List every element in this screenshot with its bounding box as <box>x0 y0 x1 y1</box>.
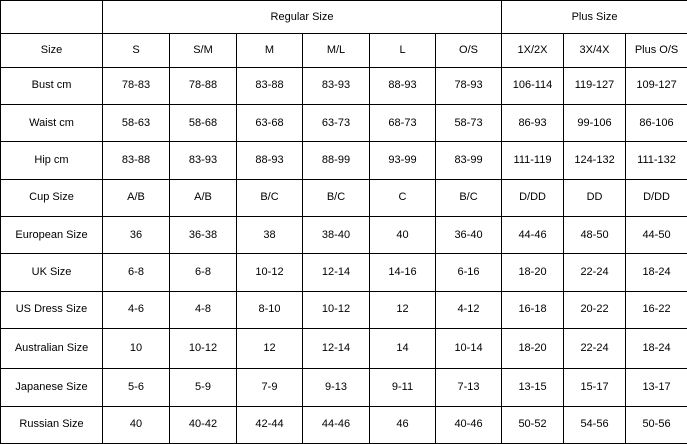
row-label-bust-cm: Bust cm <box>1 67 103 104</box>
table-header-column-row <box>1 34 687 67</box>
row-label-european-size: European Size <box>1 216 103 253</box>
cell-us-1x2x: 16-18 <box>502 291 564 328</box>
table-row <box>1 406 687 443</box>
cell-russian-s: 40 <box>103 406 170 443</box>
cell-hip-l: 93-99 <box>370 142 436 179</box>
cell-cup-sm: A/B <box>170 179 237 216</box>
cell-australian-l: 14 <box>370 328 436 368</box>
row-label-hip-cm: Hip cm <box>1 142 103 179</box>
cell-bust-sm: 78-88 <box>170 67 237 104</box>
cell-australian-3x4x: 22-24 <box>564 328 626 368</box>
cell-european-os: 36-40 <box>436 216 502 253</box>
cell-european-m: 38 <box>237 216 303 253</box>
cell-australian-1x2x: 18-20 <box>502 328 564 368</box>
corner-cell <box>1 1 103 34</box>
cell-bust-s: 78-83 <box>103 67 170 104</box>
cell-russian-1x2x: 50-52 <box>502 406 564 443</box>
cell-european-s: 36 <box>103 216 170 253</box>
cell-us-3x4x: 20-22 <box>564 291 626 328</box>
cell-uk-plus-os: 18-24 <box>626 254 687 291</box>
cell-european-plus-os: 44-50 <box>626 216 687 253</box>
cell-bust-plus-os: 109-127 <box>626 67 687 104</box>
cell-us-os: 4-12 <box>436 291 502 328</box>
cell-waist-s: 58-63 <box>103 104 170 141</box>
cell-japanese-m: 7-9 <box>237 369 303 406</box>
row-label-australian-size: Australian Size <box>1 328 103 368</box>
table-row <box>1 328 687 368</box>
cell-australian-s: 10 <box>103 328 170 368</box>
cell-russian-os: 40-46 <box>436 406 502 443</box>
cell-cup-1x2x: D/DD <box>502 179 564 216</box>
column-header-plus-os: Plus O/S <box>626 34 687 67</box>
cell-us-plus-os: 16-22 <box>626 291 687 328</box>
cell-hip-os: 83-99 <box>436 142 502 179</box>
cell-japanese-3x4x: 15-17 <box>564 369 626 406</box>
cell-waist-l: 68-73 <box>370 104 436 141</box>
cell-waist-ml: 63-73 <box>303 104 370 141</box>
cell-cup-plus-os: D/DD <box>626 179 687 216</box>
cell-russian-sm: 40-42 <box>170 406 237 443</box>
cell-bust-os: 78-93 <box>436 67 502 104</box>
cell-japanese-ml: 9-13 <box>303 369 370 406</box>
row-label-russian-size: Russian Size <box>1 406 103 443</box>
cell-russian-m: 42-44 <box>237 406 303 443</box>
table-row <box>1 216 687 253</box>
cell-hip-1x2x: 111-119 <box>502 142 564 179</box>
cell-hip-3x4x: 124-132 <box>564 142 626 179</box>
group-header-regular-size: Regular Size <box>103 1 502 34</box>
cell-cup-m: B/C <box>237 179 303 216</box>
column-header-l: L <box>370 34 436 67</box>
table-row <box>1 104 687 141</box>
cell-bust-ml: 83-93 <box>303 67 370 104</box>
column-header-os: O/S <box>436 34 502 67</box>
cell-russian-ml: 44-46 <box>303 406 370 443</box>
cell-cup-s: A/B <box>103 179 170 216</box>
row-label-us-dress-size: US Dress Size <box>1 291 103 328</box>
row-label-japanese-size: Japanese Size <box>1 369 103 406</box>
cell-waist-os: 58-73 <box>436 104 502 141</box>
cell-us-m: 8-10 <box>237 291 303 328</box>
cell-japanese-sm: 5-9 <box>170 369 237 406</box>
table-row <box>1 142 687 179</box>
cell-uk-s: 6-8 <box>103 254 170 291</box>
cell-us-ml: 10-12 <box>303 291 370 328</box>
cell-waist-plus-os: 86-106 <box>626 104 687 141</box>
cell-us-s: 4-6 <box>103 291 170 328</box>
cell-bust-3x4x: 119-127 <box>564 67 626 104</box>
cell-japanese-1x2x: 13-15 <box>502 369 564 406</box>
cell-japanese-plus-os: 13-17 <box>626 369 687 406</box>
column-header-1x2x: 1X/2X <box>502 34 564 67</box>
cell-waist-1x2x: 86-93 <box>502 104 564 141</box>
table-header-group-row <box>1 1 687 34</box>
cell-uk-m: 10-12 <box>237 254 303 291</box>
cell-european-l: 40 <box>370 216 436 253</box>
cell-cup-3x4x: DD <box>564 179 626 216</box>
table-row <box>1 254 687 291</box>
cell-waist-m: 63-68 <box>237 104 303 141</box>
cell-hip-m: 88-93 <box>237 142 303 179</box>
cell-russian-l: 46 <box>370 406 436 443</box>
cell-australian-plus-os: 18-24 <box>626 328 687 368</box>
cell-waist-sm: 58-68 <box>170 104 237 141</box>
cell-russian-3x4x: 54-56 <box>564 406 626 443</box>
column-header-sm: S/M <box>170 34 237 67</box>
cell-bust-m: 83-88 <box>237 67 303 104</box>
cell-european-sm: 36-38 <box>170 216 237 253</box>
cell-cup-l: C <box>370 179 436 216</box>
cell-australian-m: 12 <box>237 328 303 368</box>
cell-australian-ml: 12-14 <box>303 328 370 368</box>
column-header-size: Size <box>1 34 103 67</box>
row-label-waist-cm: Waist cm <box>1 104 103 141</box>
cell-australian-sm: 10-12 <box>170 328 237 368</box>
column-header-ml: M/L <box>303 34 370 67</box>
cell-hip-plus-os: 111-132 <box>626 142 687 179</box>
cell-russian-plus-os: 50-56 <box>626 406 687 443</box>
cell-uk-3x4x: 22-24 <box>564 254 626 291</box>
cell-uk-os: 6-16 <box>436 254 502 291</box>
cell-japanese-os: 7-13 <box>436 369 502 406</box>
cell-european-ml: 38-40 <box>303 216 370 253</box>
cell-waist-3x4x: 99-106 <box>564 104 626 141</box>
cell-hip-s: 83-88 <box>103 142 170 179</box>
row-label-uk-size: UK Size <box>1 254 103 291</box>
group-header-plus-size: Plus Size <box>502 1 687 34</box>
cell-bust-1x2x: 106-114 <box>502 67 564 104</box>
column-header-m: M <box>237 34 303 67</box>
cell-uk-sm: 6-8 <box>170 254 237 291</box>
cell-cup-os: B/C <box>436 179 502 216</box>
cell-japanese-s: 5-6 <box>103 369 170 406</box>
cell-cup-ml: B/C <box>303 179 370 216</box>
table-row <box>1 179 687 216</box>
cell-australian-os: 10-14 <box>436 328 502 368</box>
column-header-3x4x: 3X/4X <box>564 34 626 67</box>
cell-us-sm: 4-8 <box>170 291 237 328</box>
cell-bust-l: 88-93 <box>370 67 436 104</box>
cell-us-l: 12 <box>370 291 436 328</box>
cell-japanese-l: 9-11 <box>370 369 436 406</box>
table-row <box>1 291 687 328</box>
cell-hip-sm: 83-93 <box>170 142 237 179</box>
column-header-s: S <box>103 34 170 67</box>
cell-hip-ml: 88-99 <box>303 142 370 179</box>
cell-uk-ml: 12-14 <box>303 254 370 291</box>
cell-european-1x2x: 44-46 <box>502 216 564 253</box>
cell-european-3x4x: 48-50 <box>564 216 626 253</box>
table-row <box>1 369 687 406</box>
table-row <box>1 67 687 104</box>
cell-uk-l: 14-16 <box>370 254 436 291</box>
row-label-cup-size: Cup Size <box>1 179 103 216</box>
cell-uk-1x2x: 18-20 <box>502 254 564 291</box>
